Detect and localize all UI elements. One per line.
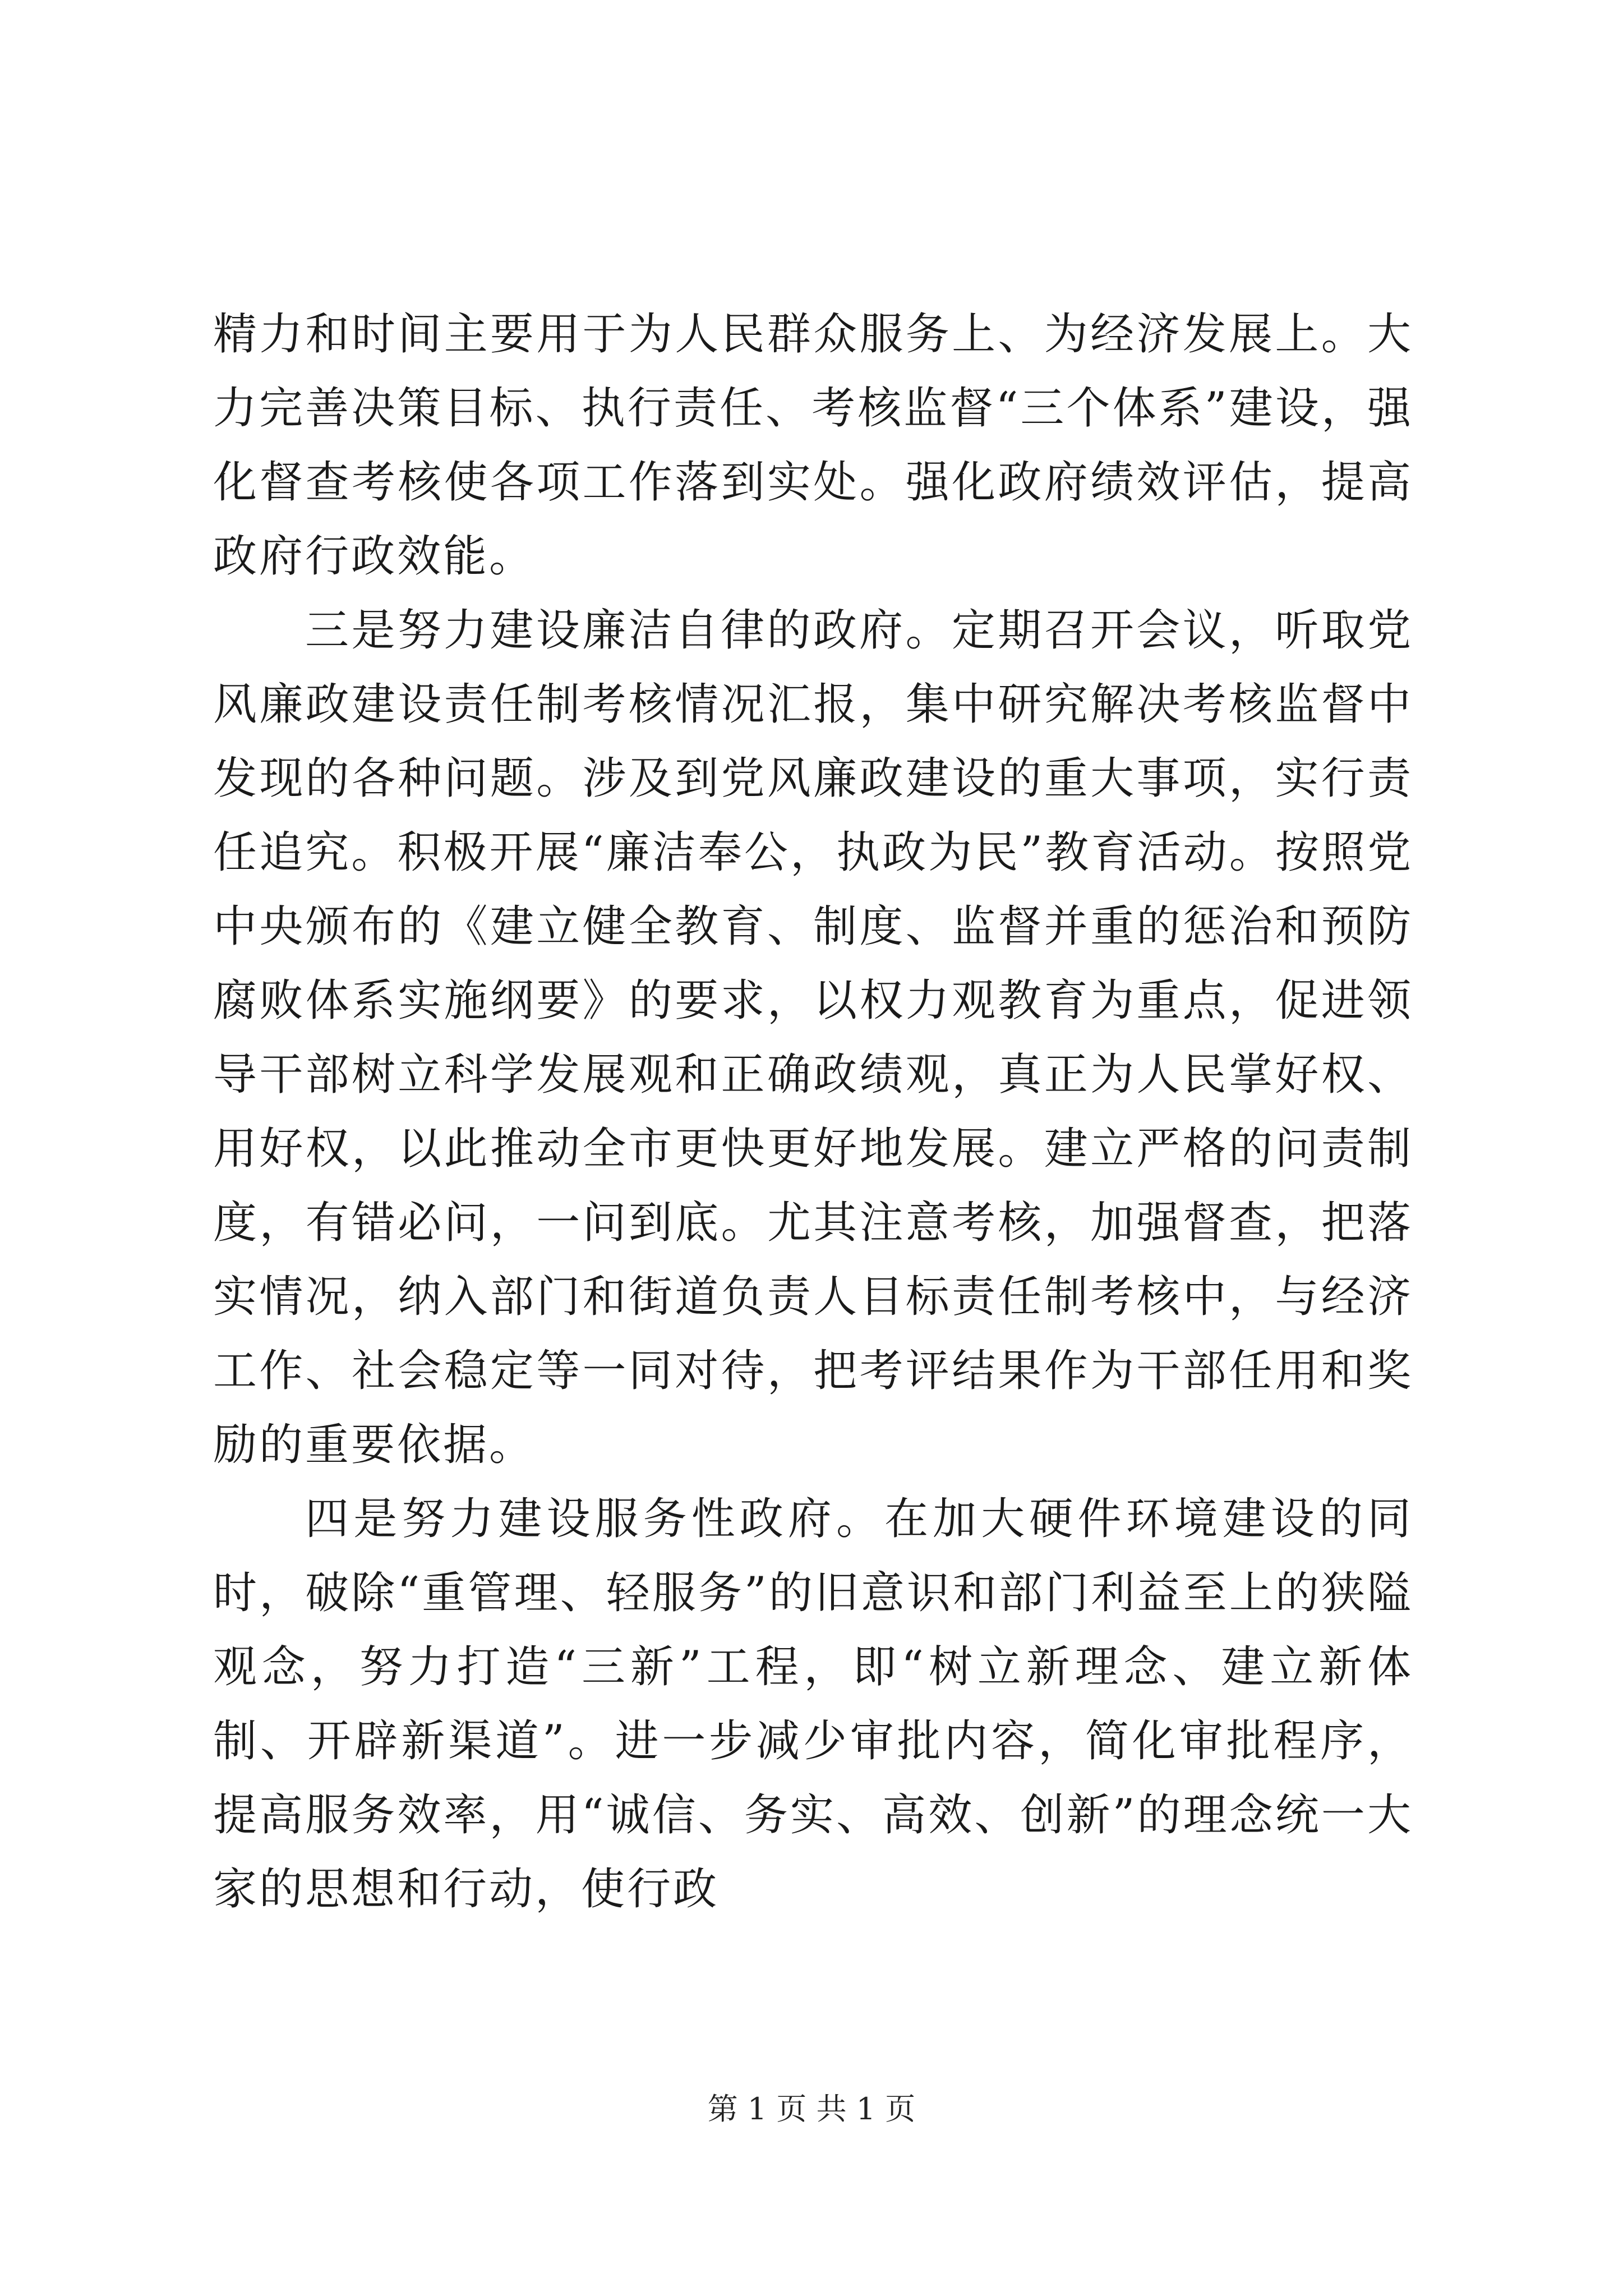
page-footer: 第 1 页 共 1 页 [707, 2091, 916, 2127]
paragraph-continuation: 精力和时间主要用于为人民群众服务上、为经济发展上。大力完善决策目标、执行责任、考核监督“三个体系”建设，强化督查考核使各项工作落到实处。强化政府绩效评估，提高政府行政效能。 [213, 309, 1413, 582]
paragraph-service-government: 四是努力建设服务性政府。在加大硬件环境建设的同时，破除“重管理、轻服务”的旧意识和部门利益至上的狭隘观念，努力打造“三新”工程，即“树立新理念、建立新体制、开辟新渠道”。进一步减少审批内容，简化审批程序，提高服务效率，用“诚信、务实、高效、创新”的理念统一大家的思想和行动，使行政 [213, 1494, 1413, 1915]
document-body [213, 297, 1413, 1926]
paragraph-clean-government: 三是努力建设廉洁自律的政府。定期召开会议，听取党风廉政建设责任制考核情况汇报，集中研究解决考核监督中发现的各种问题。涉及到党风廉政建设的重大事项，实行责任追究。积极开展“廉洁奉公，执政为民”教育活动。按照党中央颁布的《建立健全教育、制度、监督并重的惩治和预防腐败体系实施纲要》的要求，以权力观教育为重点，促进领导干部树立科学发展观和正确政绩观，真正为人民掌好权、用好权，以此推动全市更快更好地发展。建立严格的问责制度，有错必问，一问到底。尤其注意考核，加强督查，把落实情况，纳入部门和街道负责人目标责任制考核中，与经济工作、社会稳定等一同对待，把考评结果作为干部任用和奖励的重要依据。 [213, 605, 1413, 1470]
